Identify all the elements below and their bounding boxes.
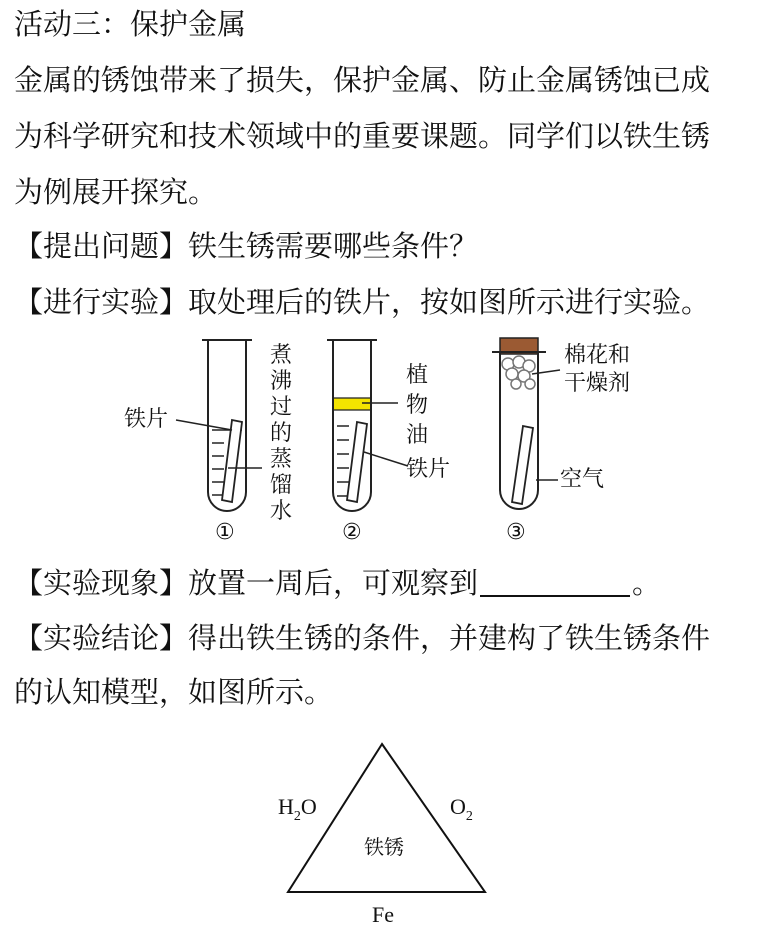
water-level-2	[337, 426, 349, 496]
tube-1	[124, 340, 292, 545]
svg-text:馏: 馏	[270, 473, 293, 498]
oil-layer	[334, 398, 370, 410]
label-water: $H_2O$	[278, 794, 317, 824]
label-oil	[406, 363, 428, 448]
question-line: 【提出问题】铁生锈需要哪些条件？	[14, 229, 479, 263]
phenomenon-line	[14, 563, 661, 603]
cotton-desiccant	[502, 356, 535, 389]
svg-text:蒸: 蒸	[270, 447, 293, 472]
label-boiled-water	[270, 343, 292, 524]
label-iron-2: 铁片	[406, 457, 451, 482]
tube-2	[327, 340, 450, 545]
svg-text:过: 过	[270, 395, 293, 420]
tube-number-1: ①	[215, 520, 235, 545]
intro-line-2: 为科学研究和技术领域中的重要课题。同学们以铁生锈	[14, 119, 711, 153]
svg-text:物: 物	[406, 393, 429, 418]
svg-text:的: 的	[270, 421, 293, 446]
label-rust: 铁锈	[364, 835, 404, 859]
iron-strip-1	[222, 420, 242, 502]
svg-text:沸: 沸	[270, 369, 293, 394]
section-title: 活动三：保护金属	[14, 7, 247, 41]
phenomenon-suffix: 。	[632, 566, 662, 600]
iron-strip-3	[512, 426, 533, 504]
svg-text:水: 水	[270, 499, 293, 524]
tube-number-3: ③	[506, 520, 526, 545]
label-air: 空气	[560, 467, 605, 492]
intro-line-3: 为例展开探究。	[14, 175, 218, 209]
svg-text:油: 油	[406, 423, 429, 448]
svg-text:煮: 煮	[270, 343, 293, 368]
label-cotton-1: 棉花和	[564, 343, 631, 368]
conclusion-line-1: 【实验结论】得出铁生锈的条件，并建构了铁生锈条件	[14, 621, 711, 655]
intro-line-1: 金属的锈蚀带来了损失，保护金属、防止金属锈蚀已成	[14, 63, 711, 97]
iron-strip-2	[347, 422, 367, 502]
label-iron: Fe	[372, 902, 394, 927]
tube-number-2: ②	[342, 520, 362, 545]
conclusion-line-2: 的认知模型，如图所示。	[14, 675, 334, 709]
phenomenon-prefix: 【实验现象】放置一周后，可观察到	[14, 566, 479, 600]
label-oxygen: $O_2$	[450, 794, 473, 824]
experiment-line: 【进行实验】取处理后的铁片，按如图所示进行实验。	[14, 285, 711, 319]
label-cotton-2: 干燥剂	[564, 371, 631, 396]
label-iron-1: 铁片	[124, 407, 169, 432]
tube-3	[492, 338, 630, 545]
svg-text:植: 植	[406, 363, 429, 388]
rust-model-figure	[270, 738, 510, 934]
experiment-figure	[120, 330, 650, 550]
answer-blank[interactable]	[480, 567, 630, 597]
